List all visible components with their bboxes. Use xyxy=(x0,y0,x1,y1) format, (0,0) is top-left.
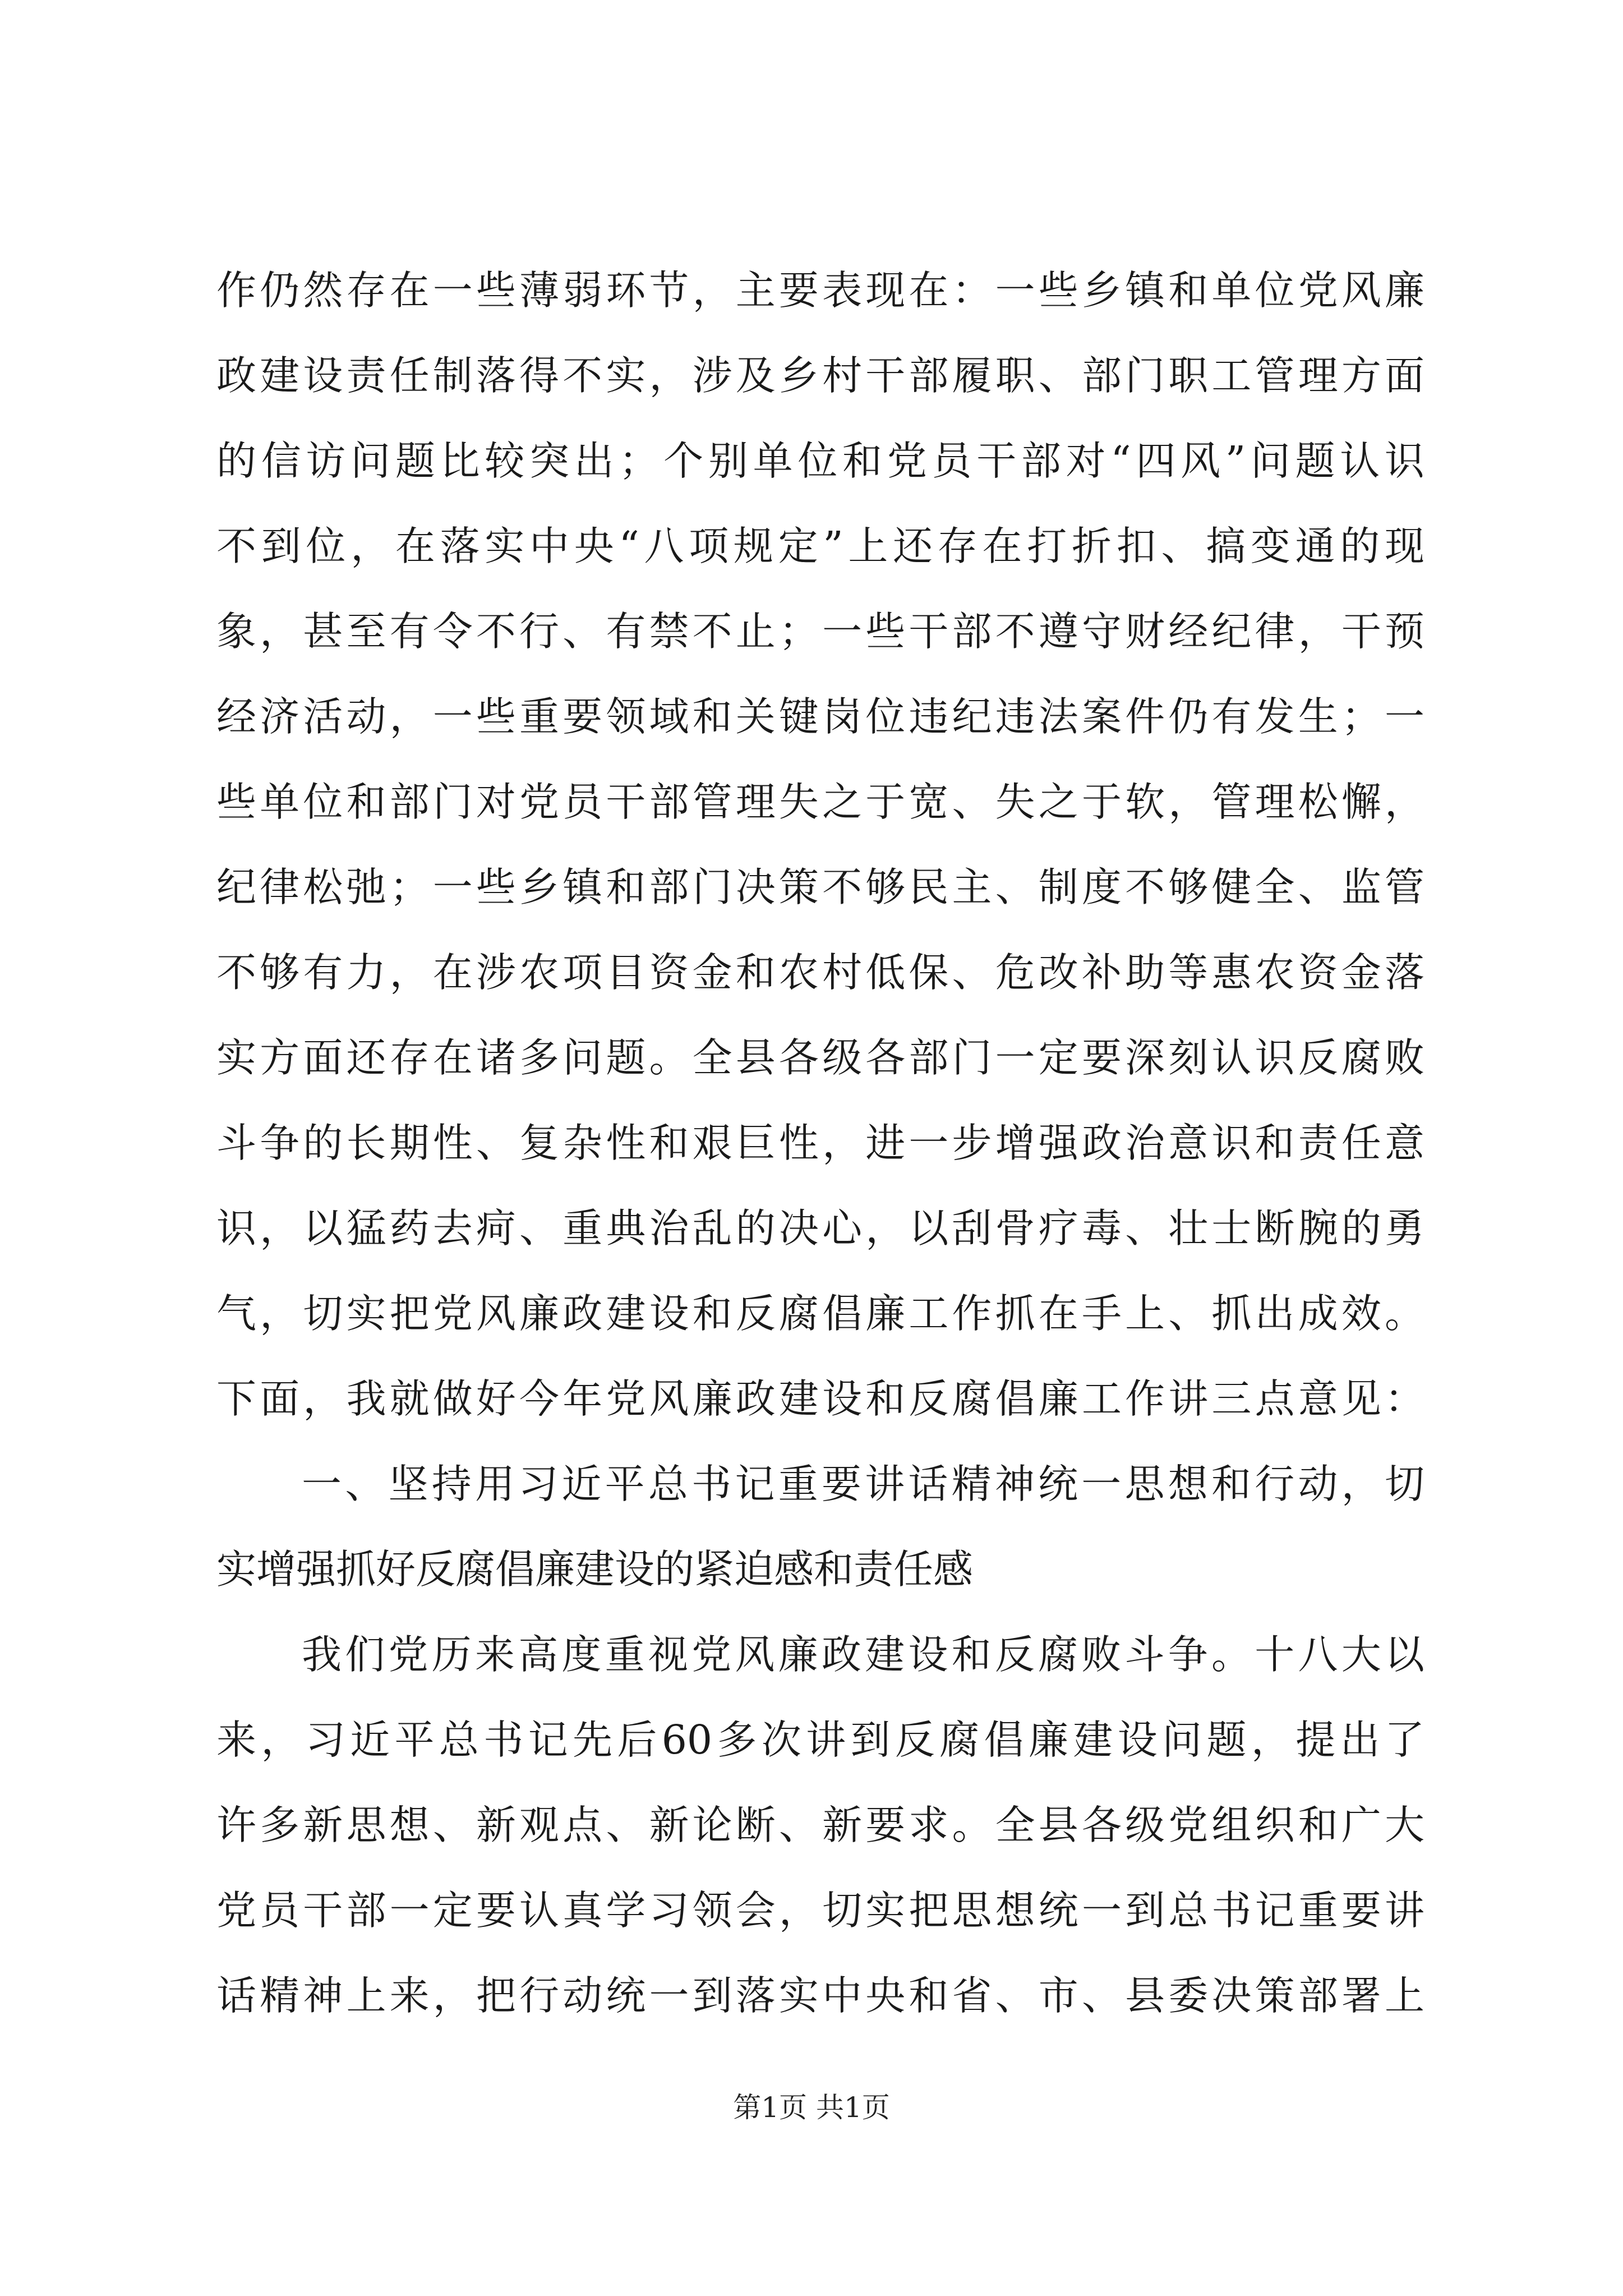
text-line: 纪律松弛；一些乡镇和部门决策不够民主、制度不够健全、监管 xyxy=(216,864,1424,910)
text-line: 话精神上来，把行动统一到落实中央和省、市、县委决策部署上 xyxy=(216,1972,1424,2019)
text-line: 作仍然存在一些薄弱环节，主要表现在：一些乡镇和单位党风廉 xyxy=(216,267,1424,314)
text-line: 的信访问题比较突出；个别单位和党员干部对“四风”问题认识 xyxy=(216,438,1424,484)
text-line: 党员干部一定要认真学习领会，切实把思想统一到总书记重要讲 xyxy=(216,1887,1424,1934)
text-line: 些单位和部门对党员干部管理失之于宽、失之于软，管理松懈， xyxy=(216,779,1424,825)
text-line: 来，习近平总书记先后60多次讲到反腐倡廉建设问题，提出了 xyxy=(216,1717,1424,1763)
text-line: 实方面还存在诸多问题。全县各级各部门一定要深刻认识反腐败 xyxy=(216,1034,1424,1081)
text-line: 气，切实把党风廉政建设和反腐倡廉工作抓在手上、抓出成效。 xyxy=(216,1290,1424,1337)
text-line: 许多新思想、新观点、新论断、新要求。全县各级党组织和广大 xyxy=(216,1802,1424,1848)
text-line: 政建设责任制落得不实，涉及乡村干部履职、部门职工管理方面 xyxy=(216,352,1424,399)
section-heading-line: 一、坚持用习近平总书记重要讲话精神统一思想和行动，切 xyxy=(302,1461,1424,1507)
text-line: 不到位，在落实中央“八项规定”上还存在打折扣、搞变通的现 xyxy=(216,523,1424,569)
text-line: 象，甚至有令不行、有禁不止；一些干部不遵守财经纪律，干预 xyxy=(216,608,1424,655)
text-line: 下面，我就做好今年党风廉政建设和反腐倡廉工作讲三点意见： xyxy=(216,1375,1424,1422)
text-line: 识，以猛药去疴、重典治乱的决心，以刮骨疗毒、壮士断腕的勇 xyxy=(216,1205,1424,1251)
page-number-footer: 第1页 共1页 xyxy=(733,2091,890,2124)
text-line: 不够有力，在涉农项目资金和农村低保、危改补助等惠农资金落 xyxy=(216,949,1424,996)
text-line: 斗争的长期性、复杂性和艰巨性，进一步增强政治意识和责任意 xyxy=(216,1120,1424,1166)
section-heading-line: 实增强抓好反腐倡廉建设的紧迫感和责任感 xyxy=(216,1546,974,1593)
text-line: 我们党历来高度重视党风廉政建设和反腐败斗争。十八大以 xyxy=(302,1631,1424,1678)
text-line: 经济活动，一些重要领域和关键岗位违纪违法案件仍有发生；一 xyxy=(216,693,1424,740)
